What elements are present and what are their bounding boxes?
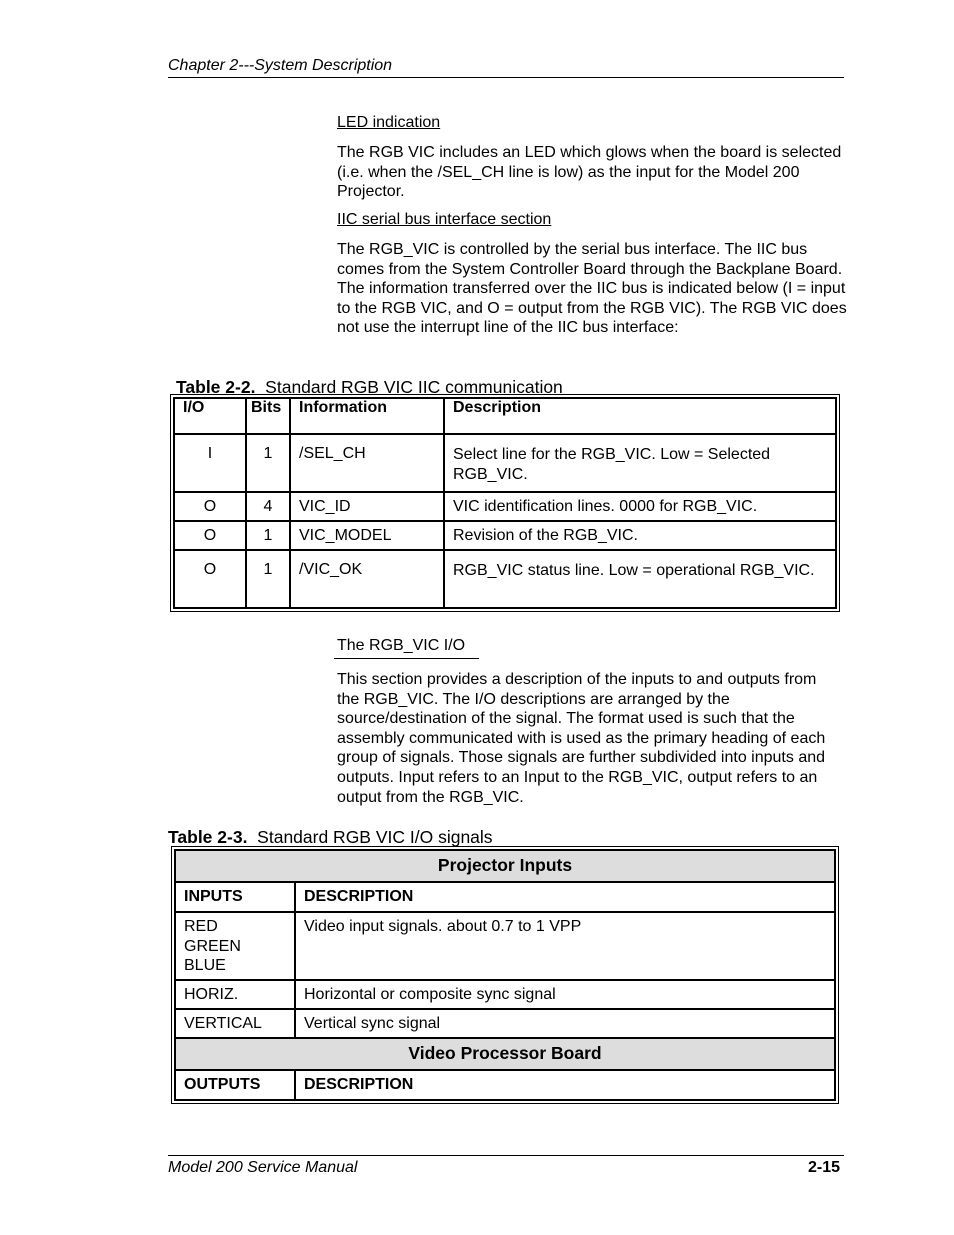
col-header-information: Information xyxy=(290,398,444,434)
cell-description: Horizontal or composite sync signal xyxy=(295,980,835,1009)
table3-caption-text: Standard RGB VIC I/O signals xyxy=(257,827,493,847)
io-heading-rule xyxy=(334,658,479,659)
footer-title: Model 200 Service Manual xyxy=(168,1159,358,1176)
cell-bits: 1 xyxy=(246,550,290,608)
cell-signal: VERTICAL xyxy=(175,1009,295,1038)
table-header-row xyxy=(175,882,835,912)
led-heading: LED indication xyxy=(337,114,441,131)
table-row xyxy=(174,492,836,521)
footer-rule xyxy=(168,1155,844,1156)
iic-communication-table xyxy=(173,397,837,609)
table-row xyxy=(174,434,836,492)
table-row xyxy=(175,980,835,1009)
col-header-description: Description xyxy=(444,398,836,434)
led-paragraph: The RGB VIC includes an LED which glows when the board is selected (i.e. when the /SEL_CH line is low) as the input for the Model 200 Projector. xyxy=(337,144,842,201)
table2-caption-number: Table 2-2. xyxy=(176,377,256,397)
cell-description: Vertical sync signal xyxy=(295,1009,835,1038)
section-heading-projector-inputs: Projector Inputs xyxy=(175,850,835,882)
table2-caption xyxy=(176,377,563,398)
cell-information: VIC_ID xyxy=(290,492,444,521)
cell-description: RGB_VIC status line. Low = operational RGB_VIC. xyxy=(444,550,836,608)
cell-information: /VIC_OK xyxy=(290,550,444,608)
cell-signal: RED GREEN BLUE xyxy=(175,912,295,980)
header-rule xyxy=(168,77,844,78)
col-header-description: DESCRIPTION xyxy=(295,882,835,912)
cell-description: Revision of the RGB_VIC. xyxy=(444,521,836,550)
cell-description: VIC identification lines. 0000 for RGB_VIC. xyxy=(444,492,836,521)
page-number: 2-15 xyxy=(808,1159,841,1176)
cell-information: VIC_MODEL xyxy=(290,521,444,550)
table3-caption xyxy=(168,827,493,848)
table-row xyxy=(175,912,835,980)
col-header-io: I/O xyxy=(174,398,246,434)
cell-io: O xyxy=(174,550,246,608)
col-header-outputs: OUTPUTS xyxy=(175,1070,295,1100)
table-header-row xyxy=(175,1070,835,1100)
cell-description: Select line for the RGB_VIC. Low = Selected RGB_VIC. xyxy=(444,434,836,492)
io-signals-table xyxy=(174,849,836,1101)
cell-description: Video input signals. about 0.7 to 1 VPP xyxy=(295,912,835,980)
running-header: Chapter 2---System Description xyxy=(168,57,393,74)
col-header-inputs: INPUTS xyxy=(175,882,295,912)
cell-io: I xyxy=(174,434,246,492)
io-heading: The RGB_VIC I/O xyxy=(337,637,466,654)
section-row xyxy=(175,1038,835,1070)
iic-paragraph: The RGB_VIC is controlled by the serial bus interface. The IIC bus comes from the System Controller Board through the Backplane Board. The information transferred over the IIC bus is indicated below (I = input to the RGB VIC, and O = output from the RGB VIC). The RGB VIC does not use the interrupt line of the IIC bus interface: xyxy=(337,241,847,337)
cell-bits: 1 xyxy=(246,521,290,550)
section-heading-video-processor-board: Video Processor Board xyxy=(175,1038,835,1070)
cell-io: O xyxy=(174,492,246,521)
table3-caption-number: Table 2-3. xyxy=(168,827,248,847)
iic-heading: IIC serial bus interface section xyxy=(337,211,552,228)
table-header-row xyxy=(174,398,836,434)
table-row xyxy=(174,550,836,608)
cell-bits: 4 xyxy=(246,492,290,521)
table-row xyxy=(175,1009,835,1038)
section-row xyxy=(175,850,835,882)
cell-information: /SEL_CH xyxy=(290,434,444,492)
cell-signal: HORIZ. xyxy=(175,980,295,1009)
io-paragraph: This section provides a description of the inputs to and outputs from the RGB_VIC. The I/O descriptions are arranged by the source/destination of the signal. The format used is such that the assembly communicated with is used as the primary heading of each group of signals. Those signals are further subdivided into inputs and outputs. Input refers to an Input to the RGB_VIC, output refers to an output from the RGB_VIC. xyxy=(337,671,826,806)
table2-caption-text: Standard RGB VIC IIC communication xyxy=(265,377,563,397)
table-row xyxy=(174,521,836,550)
cell-bits: 1 xyxy=(246,434,290,492)
col-header-bits: Bits xyxy=(246,398,290,434)
cell-io: O xyxy=(174,521,246,550)
col-header-description: DESCRIPTION xyxy=(295,1070,835,1100)
